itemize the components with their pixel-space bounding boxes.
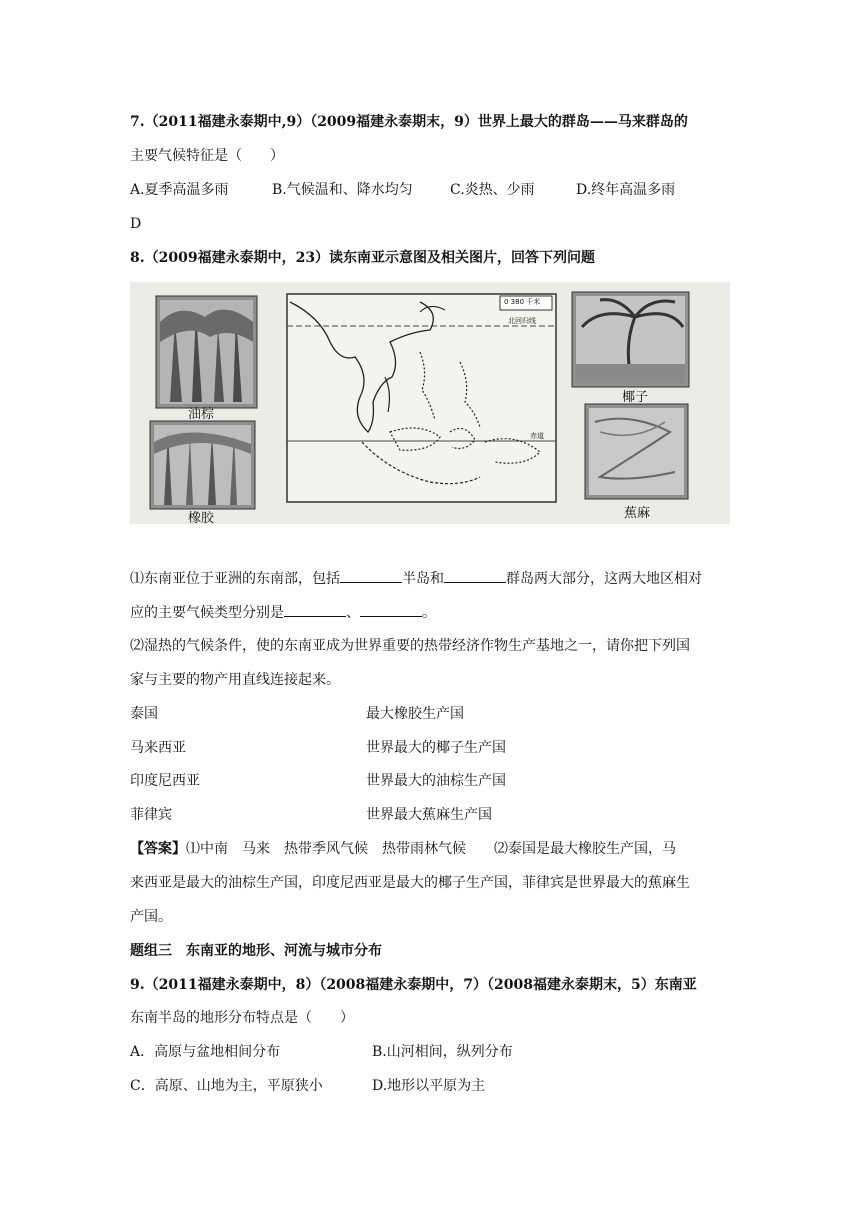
q8-part1-text-d: 应的主要气候类型分别是 <box>130 605 284 621</box>
blank-peninsula[interactable] <box>340 568 402 583</box>
tropic-label: 北回归线 <box>508 317 536 325</box>
abaca-caption: 蕉麻 <box>624 506 651 521</box>
q8-part2-line1: ⑵湿热的气候条件，使的东南亚成为世界重要的热带经济作物生产基地之一，请你把下列国 <box>130 638 690 654</box>
rubber-caption: 橡胶 <box>188 511 215 526</box>
q9-option-d: D.地形以平原为主 <box>372 1078 486 1094</box>
q7-option-a: A.夏季高温多雨 <box>130 182 229 198</box>
product-coconut: 世界最大的椰子生产国 <box>366 740 506 756</box>
q8-part1-text-b: 半岛和 <box>402 571 444 587</box>
q7-stem-line2: 主要气候特征是（ ） <box>130 148 284 164</box>
q8-title: 8.（2009福建永泰期中，23）读东南亚示意图及相关图片，回答下列问题 <box>130 250 596 266</box>
q9-option-c: C．高原、山地为主，平原狭小 <box>130 1078 323 1094</box>
answer-label: 【答案】 <box>130 841 186 857</box>
group3-title: 题组三 东南亚的地形、河流与城市分布 <box>130 943 382 959</box>
country-philippines: 菲律宾 <box>130 807 172 823</box>
q7-option-d: D.终年高温多雨 <box>576 182 676 198</box>
answer-text-1: ⑴中南 马来 热带季风气候 热带雨林气候 ⑵泰国是最大橡胶生产国，马 <box>186 841 676 857</box>
country-malaysia: 马来西亚 <box>130 740 186 756</box>
q9-option-a: A．高原与盆地相间分布 <box>130 1044 281 1060</box>
q8-part1-text-e: 、 <box>346 605 360 621</box>
blank-archipelago[interactable] <box>444 568 506 583</box>
q9-stem-line1: 9.（2011福建永泰期中，8）（2008福建永泰期中，7）（2008福建永泰期末，5）东南亚 <box>130 977 697 993</box>
q8-part1-line2 <box>130 602 436 623</box>
q8-part1-text-c: 群岛两大部分，这两大地区相对 <box>506 571 702 587</box>
q8-answer-line1 <box>130 839 676 859</box>
q9-stem-line2: 东南半岛的地形分布特点是（ ） <box>130 1010 354 1026</box>
q8-part1-text-a: ⑴东南亚位于亚洲的东南部，包括 <box>130 571 340 587</box>
map-scale-label: 0 380 千米 <box>504 298 541 306</box>
q8-answer-line2: 来西亚是最大的油棕生产国，印度尼西亚是最大的椰子生产国，菲律宾是世界最大的蕉麻生 <box>130 875 690 891</box>
q8-part2-line2: 家与主要的物产用直线连接起来。 <box>130 672 340 688</box>
equator-label: 赤道 <box>530 432 544 440</box>
q7-option-b: B.气候温和、降水均匀 <box>272 182 413 198</box>
q7-answer: D <box>130 216 142 232</box>
product-abaca: 世界最大蕉麻生产国 <box>366 807 492 823</box>
product-oil-palm: 世界最大的油棕生产国 <box>366 773 506 789</box>
oil-palm-photo <box>156 296 257 408</box>
q8-part1-line1 <box>130 568 702 589</box>
blank-climate-1[interactable] <box>284 602 346 617</box>
country-indonesia: 印度尼西亚 <box>130 773 200 789</box>
rubber-photo <box>150 421 255 509</box>
abaca-photo <box>585 404 688 499</box>
q8-answer-line3: 产国。 <box>130 909 172 925</box>
q8-part1-text-f: 。 <box>422 605 436 621</box>
coconut-photo <box>572 292 689 387</box>
country-thailand: 泰国 <box>130 706 158 722</box>
q7-option-c: C.炎热、少雨 <box>450 182 535 198</box>
blank-climate-2[interactable] <box>360 602 422 617</box>
coconut-caption: 椰子 <box>622 390 649 405</box>
q9-option-b: B.山河相间，纵列分布 <box>372 1044 513 1060</box>
oil-palm-caption: 油棕 <box>188 407 215 422</box>
q7-stem-line1: 7.（2011福建永泰期中,9）（2009福建永泰期末，9）世界上最大的群岛——马来群岛的 <box>130 114 688 130</box>
product-rubber: 最大橡胶生产国 <box>366 706 464 722</box>
southeast-asia-figure <box>130 282 730 524</box>
